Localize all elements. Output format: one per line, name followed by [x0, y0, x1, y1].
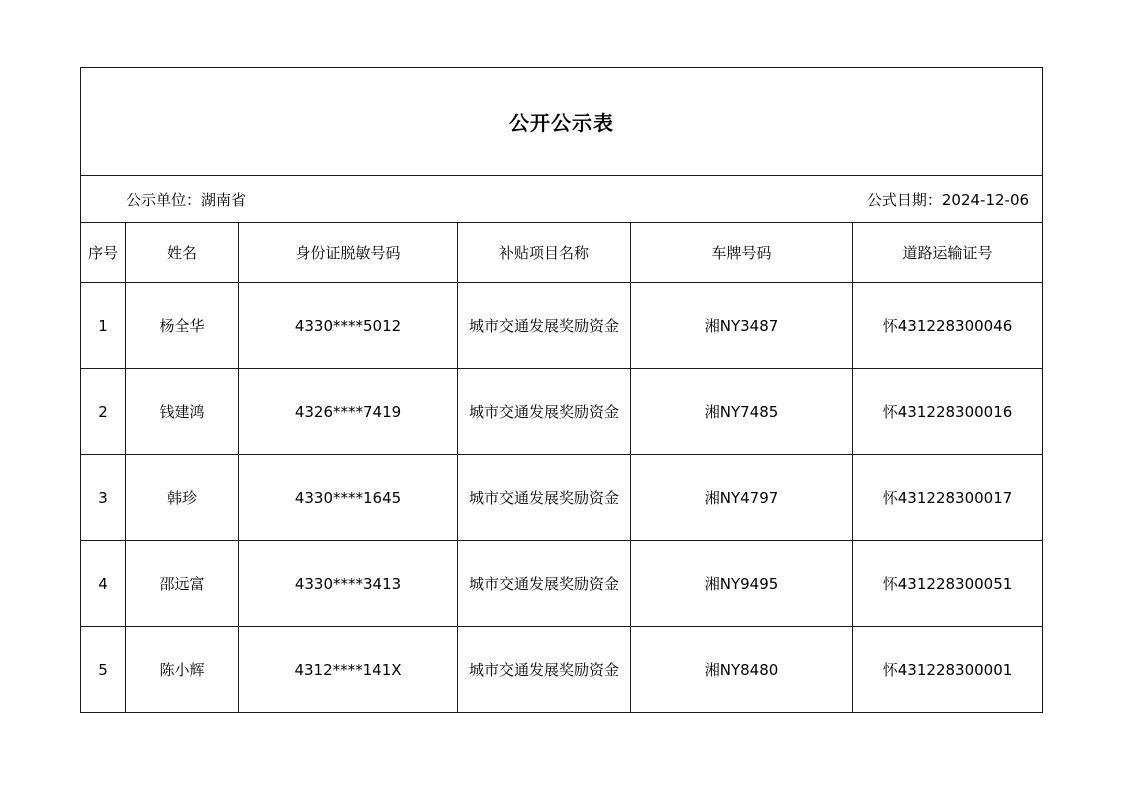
- cell-subsidy-project: 城市交通发展奖励资金: [458, 541, 631, 627]
- cell-transport-permit: 怀431228300016: [853, 369, 1043, 455]
- cell-index: 1: [81, 283, 126, 369]
- table-title: 公开公示表: [81, 68, 1043, 176]
- public-notice-table: [80, 67, 1043, 713]
- cell-name: 陈小辉: [126, 627, 239, 713]
- cell-plate-number: 湘NY3487: [631, 283, 853, 369]
- cell-name: 杨全华: [126, 283, 239, 369]
- cell-subsidy-project: 城市交通发展奖励资金: [458, 627, 631, 713]
- col-header-index: 序号: [81, 223, 126, 283]
- header-row: [81, 223, 1043, 283]
- cell-name: 邵远富: [126, 541, 239, 627]
- col-header-name: 姓名: [126, 223, 239, 283]
- cell-plate-number: 湘NY9495: [631, 541, 853, 627]
- col-header-subsidy-project: 补贴项目名称: [458, 223, 631, 283]
- col-header-id-number: 身份证脱敏号码: [239, 223, 458, 283]
- notice-date: 公式日期：2024-12-06: [866, 190, 1030, 209]
- table-row: [81, 541, 1043, 627]
- cell-id-number: 4326****7419: [239, 369, 458, 455]
- cell-id-number: 4330****3413: [239, 541, 458, 627]
- col-header-plate-number: 车牌号码: [631, 223, 853, 283]
- cell-id-number: 4330****5012: [239, 283, 458, 369]
- cell-index: 4: [81, 541, 126, 627]
- notice-unit: 公示单位：湖南省: [126, 190, 247, 209]
- cell-name: 钱建鸿: [126, 369, 239, 455]
- cell-index: 2: [81, 369, 126, 455]
- cell-subsidy-project: 城市交通发展奖励资金: [458, 369, 631, 455]
- col-header-transport-permit: 道路运输证号: [853, 223, 1043, 283]
- title-row: [81, 68, 1043, 176]
- cell-transport-permit: 怀431228300017: [853, 455, 1043, 541]
- table-row: [81, 369, 1043, 455]
- cell-transport-permit: 怀431228300001: [853, 627, 1043, 713]
- cell-id-number: 4312****141X: [239, 627, 458, 713]
- cell-transport-permit: 怀431228300051: [853, 541, 1043, 627]
- cell-id-number: 4330****1645: [239, 455, 458, 541]
- cell-subsidy-project: 城市交通发展奖励资金: [458, 283, 631, 369]
- cell-index: 5: [81, 627, 126, 713]
- table-row: [81, 627, 1043, 713]
- meta-cell: [81, 176, 1043, 223]
- cell-transport-permit: 怀431228300046: [853, 283, 1043, 369]
- cell-plate-number: 湘NY7485: [631, 369, 853, 455]
- table-row: [81, 455, 1043, 541]
- cell-plate-number: 湘NY4797: [631, 455, 853, 541]
- table-row: [81, 283, 1043, 369]
- meta-row: [81, 176, 1043, 223]
- cell-plate-number: 湘NY8480: [631, 627, 853, 713]
- cell-name: 韩珍: [126, 455, 239, 541]
- cell-index: 3: [81, 455, 126, 541]
- cell-subsidy-project: 城市交通发展奖励资金: [458, 455, 631, 541]
